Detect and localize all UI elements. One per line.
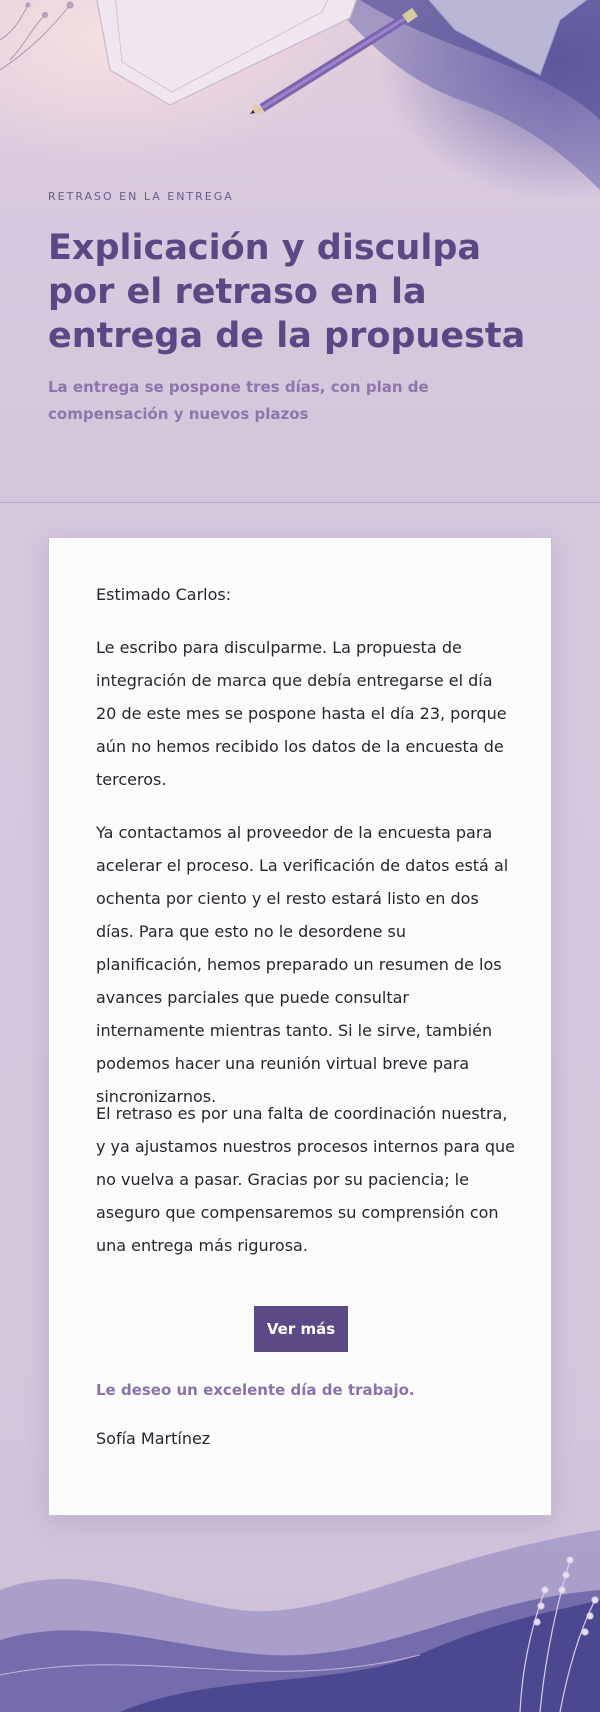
page-title: Explicación y disculpa por el retraso en la entrega de la propuesta xyxy=(48,228,526,356)
page-subtitle: La entrega se pospone tres días, con plan de compensación y nuevos plazos xyxy=(48,378,429,423)
dried-flowers-icon xyxy=(0,2,73,70)
letter-card xyxy=(48,537,552,1516)
hero-header xyxy=(0,0,600,503)
letter-signature: Sofía Martínez xyxy=(96,1429,211,1448)
hero-illustration xyxy=(0,0,600,240)
hero-divider xyxy=(0,502,600,503)
see-more-button[interactable]: Ver más xyxy=(254,1306,348,1352)
letter-paragraph: El retraso es por una falta de coordinación nuestra, y ya ajustamos nuestros procesos internos para que no vuelva a pasar. Gracias por su paciencia; le aseguro que compensaremos su comprensión con una entrega más rigurosa. xyxy=(96,1104,515,1255)
footer-illustration xyxy=(0,1440,600,1712)
letter-paragraph: Ya contactamos al proveedor de la encuesta para acelerar el proceso. La verificación de datos está al ochenta por ciento y el resto estará listo en dos días. Para que esto no le desordene su planificación, hemos preparado un resumen de los avances parciales que puede consultar internamente mientras tanto. Si le sirve, también podemos hacer una reunión virtual breve para sincronizarnos. xyxy=(96,823,509,1106)
letter-closing: Le deseo un excelente día de trabajo. xyxy=(96,1381,415,1399)
letter-paragraph: Le escribo para disculparme. La propuesta de integración de marca que debía entregarse el día 20 de este mes se pospone hasta el día 23, porque aún no hemos recibido los datos de la encuesta de terceros. xyxy=(96,638,507,789)
eyebrow-label: RETRASO EN LA ENTREGA xyxy=(48,190,234,203)
letter-greeting: Estimado Carlos: xyxy=(96,585,232,604)
envelope-icon xyxy=(95,0,360,105)
